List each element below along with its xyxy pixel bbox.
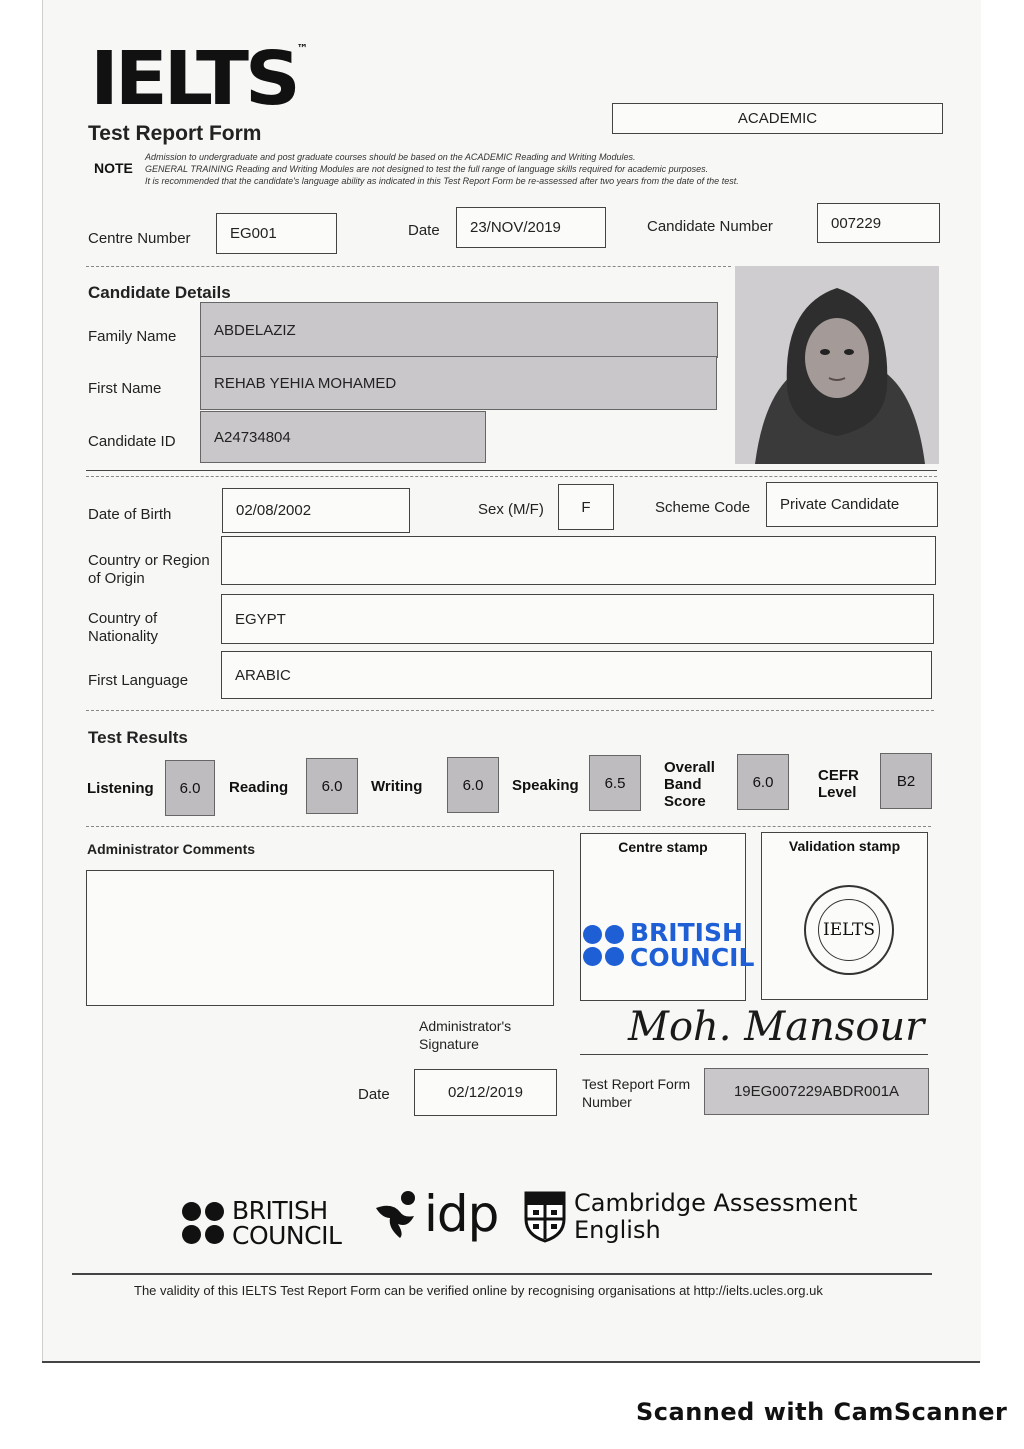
british-council-stamp [583, 920, 754, 970]
british-council-logo-text [232, 1198, 341, 1248]
date-label: Date [408, 222, 440, 239]
note-line-2: GENERAL TRAINING Reading and Writing Modules are not designed to test the full range of language skills required for academic purposes. [145, 164, 709, 174]
administrator-signature: Moh. Mansour [628, 1004, 925, 1050]
validation-stamp-label: Validation stamp [788, 838, 901, 854]
country-origin-label-line-1: Country or Region [88, 552, 210, 569]
divider [86, 710, 934, 711]
admin-comments-box [86, 870, 554, 1006]
family-name-field: ABDELAZIZ [200, 302, 718, 358]
seal-inner: IELTS [818, 899, 880, 961]
cambridge-logo [524, 1190, 857, 1244]
idp-mark-icon [374, 1188, 420, 1240]
candidate-details-title: Candidate Details [88, 283, 231, 302]
cambridge-line-1: Cambridge Assessment [574, 1189, 858, 1217]
cambridge-shield-icon [524, 1191, 566, 1243]
validation-stamp-box [761, 832, 928, 1000]
centre-stamp-label: Centre stamp [618, 839, 708, 855]
british-council-dots-icon [583, 925, 624, 966]
cefr-label-line-1: CEFR [818, 767, 859, 784]
stamp-bc-line-2: COUNCIL [630, 943, 755, 972]
idp-logo [374, 1185, 499, 1243]
british-council-logo [182, 1198, 341, 1248]
signature-label-line-1: Administrator's [419, 1018, 512, 1034]
portrait-image [735, 266, 939, 464]
divider [86, 826, 931, 827]
overall-label-line-1: Overall [664, 759, 715, 776]
bc-line-2: COUNCIL [232, 1221, 342, 1250]
divider [86, 476, 937, 477]
writing-label: Writing [371, 778, 423, 795]
bc-line-1: BRITISH [232, 1196, 328, 1225]
signature-label [419, 1017, 511, 1053]
speaking-score: 6.5 [589, 755, 641, 811]
listening-label: Listening [87, 780, 154, 797]
overall-label-line-2: Band [664, 776, 702, 793]
scheme-code-field: Private Candidate [766, 482, 938, 527]
note-text [145, 151, 875, 187]
cambridge-line-2: English [574, 1216, 661, 1244]
country-origin-label-line-2: of Origin [88, 570, 145, 587]
divider [86, 470, 937, 471]
trf-number-label [582, 1075, 690, 1111]
first-language-field: ARABIC [221, 651, 932, 699]
centre-number-field: EG001 [216, 213, 337, 254]
trf-number-label-line-2: Number [582, 1094, 632, 1110]
admin-comments-label: Administrator Comments [87, 841, 256, 857]
sex-field: F [558, 484, 614, 530]
stamp-bc-line-1: BRITISH [630, 918, 743, 947]
cefr-label [818, 767, 859, 801]
first-name-label: First Name [88, 380, 162, 397]
cefr-score: B2 [880, 753, 932, 809]
nationality-label-line-2: Nationality [88, 628, 159, 645]
note-label: NOTE [94, 160, 133, 176]
country-origin-field [221, 536, 936, 585]
ielts-logo: IELTS™ [90, 36, 309, 122]
centre-stamp-box [580, 833, 755, 1001]
validation-seal-icon [804, 885, 894, 975]
listening-score: 6.0 [165, 760, 215, 816]
speaking-label: Speaking [512, 777, 579, 794]
country-origin-label [88, 552, 210, 588]
trf-number-field: 19EG007229ABDR001A [704, 1068, 929, 1115]
candidate-id-label: Candidate ID [88, 433, 176, 450]
british-council-logo-dots-icon [182, 1202, 224, 1244]
overall-label [664, 759, 715, 810]
signature-line [580, 1054, 928, 1055]
first-language-label: First Language [88, 672, 189, 689]
nationality-field: EGYPT [221, 594, 934, 644]
overall-label-line-3: Score [664, 793, 706, 810]
writing-score: 6.0 [447, 757, 499, 813]
idp-logo-text: idp [424, 1185, 499, 1243]
centre-number-label: Centre Number [88, 230, 191, 247]
test-date-field: 23/NOV/2019 [456, 207, 606, 248]
dob-field: 02/08/2002 [222, 488, 410, 533]
note-line-1: Admission to undergraduate and post graduate courses should be based on the ACADEMIC Reading and Writing Modules. [145, 152, 636, 162]
british-council-stamp-text [630, 920, 754, 970]
form-title: Test Report Form [88, 122, 262, 145]
page-bottom-edge [42, 1361, 980, 1363]
footer-divider [72, 1273, 932, 1275]
first-name-field: REHAB YEHIA MOHAMED [200, 356, 717, 410]
reading-label: Reading [229, 779, 289, 796]
candidate-number-field: 007229 [817, 203, 940, 243]
nationality-label [88, 610, 158, 646]
test-results-title: Test Results [88, 728, 188, 747]
divider [86, 266, 731, 267]
verification-note: The validity of this IELTS Test Report Form can be verified online by recognising organisations at http://ielts.ucles.org.uk [134, 1283, 823, 1298]
signature-label-line-2: Signature [419, 1036, 479, 1052]
module-box: ACADEMIC [612, 103, 943, 134]
reading-score: 6.0 [306, 758, 358, 814]
scheme-code-label: Scheme Code [655, 499, 751, 516]
candidate-id-field: A24734804 [200, 411, 486, 463]
cefr-label-line-2: Level [818, 784, 857, 801]
dob-label: Date of Birth [88, 506, 172, 523]
candidate-number-label: Candidate Number [647, 218, 773, 235]
sex-label: Sex (M/F) [478, 501, 544, 518]
admin-date-field: 02/12/2019 [414, 1069, 557, 1116]
overall-score: 6.0 [737, 754, 789, 810]
nationality-label-line-1: Country of [88, 610, 158, 627]
family-name-label: Family Name [88, 328, 177, 345]
candidate-photo [735, 266, 939, 464]
cambridge-logo-text [574, 1190, 857, 1244]
trf-number-label-line-1: Test Report Form [582, 1076, 691, 1092]
camscanner-watermark: Scanned with CamScanner [636, 1398, 1008, 1426]
note-line-3: It is recommended that the candidate's language ability as indicated in this Test Report Form be re-assessed after two years from the date of the test. [145, 176, 739, 186]
admin-date-label: Date [358, 1086, 390, 1103]
